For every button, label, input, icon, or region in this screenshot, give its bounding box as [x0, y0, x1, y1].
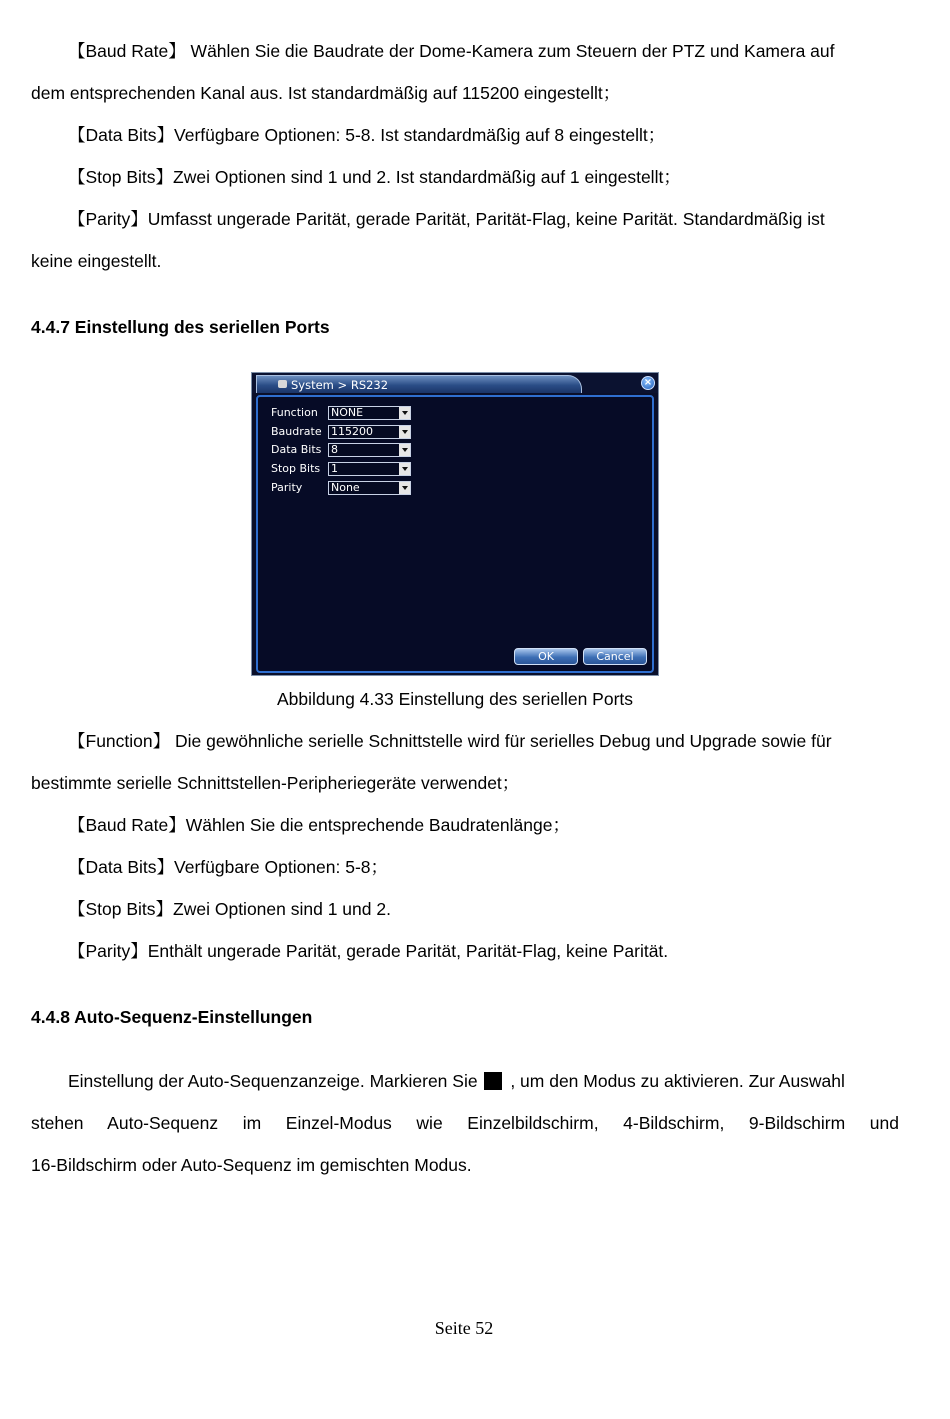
stop-bits-value: 1	[331, 462, 338, 475]
figure-caption: Abbildung 4.33 Einstellung des seriellen Ports	[276, 689, 634, 709]
data-bits-value: 8	[331, 443, 338, 456]
parity-desc-line2: keine eingestellt.	[31, 251, 162, 271]
stop-bits-desc: 【Stop Bits】Zwei Optionen sind 1 und 2. Ist standardmäßig auf 1 eingestellt；	[68, 167, 681, 187]
section-heading-serial-port: 4.4.7 Einstellung des seriellen Ports	[31, 317, 330, 337]
data-bits-select[interactable]	[328, 443, 411, 457]
parity-label: Parity	[271, 481, 303, 494]
auto-sequence-text-a: Einstellung der Auto-Sequenzanzeige. Markieren Sie	[68, 1071, 478, 1091]
rs232-dialog	[251, 372, 659, 676]
checkbox-icon	[484, 1072, 502, 1090]
cancel-button[interactable]: Cancel	[583, 648, 647, 665]
baudrate-value: 115200	[331, 425, 373, 438]
parity-select[interactable]	[328, 481, 411, 495]
dialog-title-tab	[256, 375, 582, 393]
section-heading-auto-sequence: 4.4.8 Auto-Sequenz-Einstellungen	[31, 1007, 313, 1027]
baudrate-label: Baudrate	[271, 425, 322, 438]
baud-rate-desc-line2: dem entsprechenden Kanal aus. Ist standardmäßig auf 115200 eingestellt；	[31, 83, 621, 103]
auto-sequence-desc-line1	[68, 1060, 845, 1102]
chevron-down-icon[interactable]	[399, 407, 410, 419]
baud-rate-desc-line1: 【Baud Rate】 Wählen Sie die Baudrate der Dome-Kamera zum Steuern der PTZ und Kamera auf	[68, 41, 835, 61]
ok-button[interactable]: OK	[514, 648, 578, 665]
chevron-down-icon[interactable]	[399, 482, 410, 494]
stop-bits-label: Stop Bits	[271, 462, 321, 475]
function-desc-line1: 【Function】 Die gewöhnliche serielle Schnittstelle wird für serielles Debug und Upgrade sowie für	[68, 731, 832, 751]
page-number: Seite 52	[434, 1318, 494, 1338]
baudrate-select[interactable]	[328, 425, 411, 439]
data-bits-desc-2: 【Data Bits】Verfügbare Optionen: 5-8；	[68, 857, 389, 877]
auto-sequence-desc-line2: stehen Auto-Sequenz im Einzel-Modus wie Einzelbildschirm, 4-Bildschirm, 9-Bildschirm und	[31, 1113, 899, 1133]
chevron-down-icon[interactable]	[399, 426, 410, 438]
chevron-down-icon[interactable]	[399, 463, 410, 475]
data-bits-label: Data Bits	[271, 443, 322, 456]
function-select[interactable]	[328, 406, 411, 420]
auto-sequence-text-b: , um den Modus zu aktivieren. Zur Auswahl	[510, 1071, 845, 1091]
system-icon	[278, 380, 287, 388]
chevron-down-icon[interactable]	[399, 444, 410, 456]
stop-bits-select[interactable]	[328, 462, 411, 476]
parity-desc-2: 【Parity】Enthält ungerade Parität, gerade Parität, Parität-Flag, keine Parität.	[68, 941, 669, 961]
baud-rate-desc-2: 【Baud Rate】Wählen Sie die entsprechende Baudratenlänge；	[68, 815, 570, 835]
data-bits-desc: 【Data Bits】Verfügbare Optionen: 5-8. Ist standardmäßig auf 8 eingestellt；	[68, 125, 666, 145]
function-desc-line2: bestimmte serielle Schnittstellen-Peripheriegeräte verwendet；	[31, 773, 520, 793]
function-label: Function	[271, 406, 318, 419]
close-icon[interactable]: ×	[641, 376, 655, 390]
parity-value: None	[331, 481, 360, 494]
parity-desc-line1: 【Parity】Umfasst ungerade Parität, gerade Parität, Parität-Flag, keine Parität. Standardmäßig ist	[68, 209, 825, 229]
dialog-title: System > RS232	[291, 378, 389, 392]
function-value: NONE	[331, 406, 364, 419]
dialog-titlebar	[252, 373, 658, 393]
dialog-panel	[256, 395, 654, 673]
stop-bits-desc-2: 【Stop Bits】Zwei Optionen sind 1 und 2.	[68, 899, 391, 919]
auto-sequence-desc-line3: 16-Bildschirm oder Auto-Sequenz im gemischten Modus.	[31, 1155, 472, 1175]
